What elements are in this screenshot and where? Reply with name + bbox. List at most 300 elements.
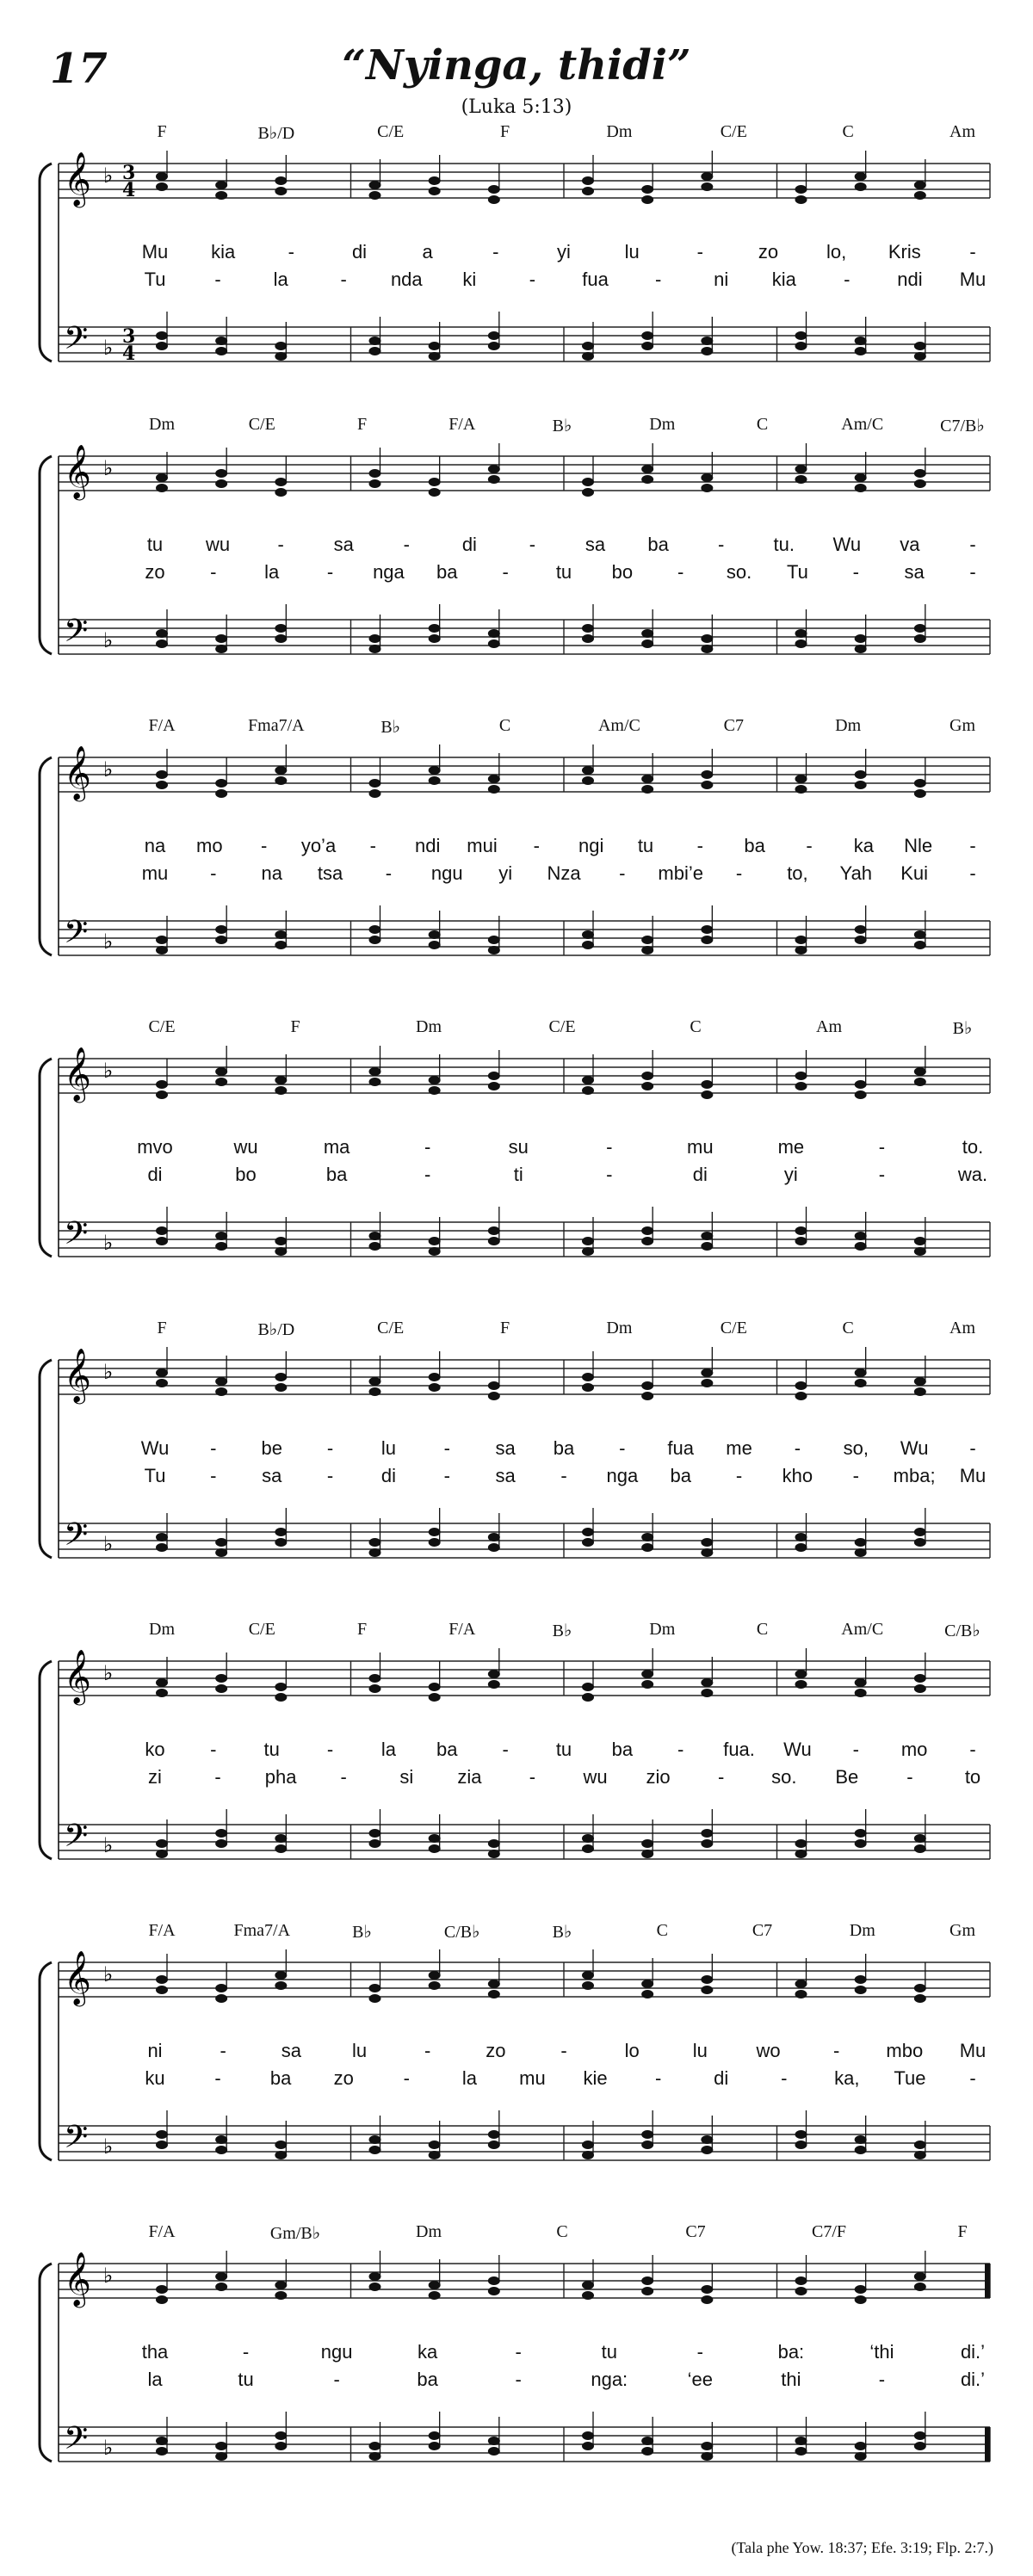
note-head xyxy=(488,1990,500,1998)
treble-clef-icon: 𝄞 xyxy=(64,1047,91,1101)
note-head xyxy=(641,1533,653,1541)
note-head xyxy=(215,1829,227,1838)
note-head xyxy=(215,2452,227,2461)
lyric-syllable: ba: xyxy=(777,2341,805,2363)
note-head xyxy=(369,337,381,345)
note-head xyxy=(429,1076,441,1084)
note-head xyxy=(215,1078,227,1086)
bass-clef-icon: 𝄢 xyxy=(64,914,89,958)
lyric-syllable: ku xyxy=(145,2067,165,2089)
lyric-syllable: me xyxy=(726,1437,752,1459)
note-head xyxy=(582,2140,594,2149)
note-head xyxy=(855,1689,867,1697)
note-head xyxy=(701,337,713,345)
music-system xyxy=(0,1016,1033,1300)
chord-symbol: C/E xyxy=(720,122,747,141)
lyric-syllable: Tu xyxy=(144,1465,166,1486)
note-head xyxy=(795,1392,807,1400)
note-head xyxy=(914,479,926,488)
lyric-syllable: mba; xyxy=(893,1465,936,1486)
note-head xyxy=(369,181,381,189)
note-head xyxy=(582,1538,594,1547)
chord-symbol: Dm xyxy=(849,1921,875,1940)
note-head xyxy=(369,2442,381,2450)
note-head xyxy=(275,187,287,195)
lyric-syllable: - xyxy=(619,1437,626,1459)
lyric-syllable: - xyxy=(696,2341,703,2363)
note-head xyxy=(701,1538,713,1547)
lyric-syllable: - xyxy=(606,1164,613,1185)
lyric-syllable: - xyxy=(718,534,725,555)
lyric-syllable: Tu xyxy=(144,269,166,290)
note-head xyxy=(215,2272,227,2281)
note-head xyxy=(795,2130,807,2139)
lyric-syllable: si xyxy=(399,1766,414,1788)
lyric-syllable: - xyxy=(424,2040,431,2061)
chord-symbol: C xyxy=(690,1017,702,1036)
note-head xyxy=(275,1076,287,1084)
lyric-syllable: wo xyxy=(756,2040,781,2061)
system-brace xyxy=(40,1360,52,1558)
flat-key-signature-icon: ♭ xyxy=(103,1962,114,1986)
note-head xyxy=(795,775,807,783)
lyric-syllable: lu xyxy=(692,2040,708,2061)
lyric-syllable: di xyxy=(692,1164,708,1185)
note-head xyxy=(215,2146,227,2154)
lyric-syllable: Nle xyxy=(904,835,933,856)
lyric-syllable: mbi’e xyxy=(658,862,703,884)
lyric-syllable: - xyxy=(735,1465,743,1486)
note-head xyxy=(369,1684,381,1693)
chord-symbol: Dm xyxy=(606,1319,633,1337)
note-head xyxy=(429,1693,441,1702)
note-head xyxy=(369,1829,381,1838)
note-head xyxy=(701,1829,713,1838)
lyric-syllable: sa xyxy=(495,1465,516,1486)
bass-clef-icon: 𝄢 xyxy=(64,1517,89,1560)
note-head xyxy=(215,191,227,200)
note-head xyxy=(582,1971,594,1980)
note-head xyxy=(275,352,287,361)
note-head xyxy=(914,1387,926,1396)
lyric-syllable: - xyxy=(677,561,684,583)
lyric-syllable: mo xyxy=(900,1739,928,1760)
flat-key-signature-icon: ♭ xyxy=(103,2436,114,2460)
note-head xyxy=(488,465,500,473)
chord-symbol: F/A xyxy=(448,1620,476,1639)
note-head xyxy=(582,1693,594,1702)
note-head xyxy=(855,1242,867,1251)
note-head xyxy=(795,342,807,350)
note-head xyxy=(582,342,594,350)
note-head xyxy=(369,1538,381,1547)
note-head xyxy=(156,1975,168,1984)
lyric-syllable: ba xyxy=(436,561,458,583)
note-head xyxy=(488,1850,500,1858)
note-head xyxy=(369,645,381,653)
lyric-syllable: zi xyxy=(148,1766,162,1788)
treble-clef-icon: 𝄞 xyxy=(64,2252,91,2306)
note-head xyxy=(855,770,867,779)
note-head xyxy=(701,347,713,355)
note-head xyxy=(914,1528,926,1536)
lyric-syllable: ba xyxy=(269,2067,292,2089)
note-head xyxy=(855,1548,867,1557)
note-head xyxy=(795,629,807,638)
treble-staff xyxy=(59,1661,990,1696)
lyric-syllable: zio xyxy=(646,1766,671,1788)
chord-symbol: Dm xyxy=(416,2222,442,2241)
note-head xyxy=(582,352,594,361)
lyric-syllable: Mu xyxy=(959,2040,987,2061)
lyric-syllable: me xyxy=(777,1136,805,1158)
lyric-syllable: bo xyxy=(235,1164,257,1185)
note-head xyxy=(641,2287,653,2295)
lyric-syllable: pha xyxy=(264,1766,297,1788)
note-head xyxy=(701,1689,713,1697)
note-head xyxy=(701,645,713,653)
note-head xyxy=(275,766,287,775)
lyric-syllable: lo, xyxy=(826,241,847,263)
lyric-syllable: - xyxy=(781,2067,788,2089)
chord-symbol: C xyxy=(556,2222,568,2241)
lyric-syllable: Tue xyxy=(894,2067,926,2089)
chord-symbol: C/E xyxy=(377,1319,405,1337)
lyric-syllable: Yah xyxy=(839,862,873,884)
note-head xyxy=(641,936,653,944)
lyric-syllable: bo xyxy=(611,561,634,583)
note-head xyxy=(156,473,168,482)
note-head xyxy=(582,1076,594,1084)
lyric-syllable: so, xyxy=(843,1437,869,1459)
lyric-syllable: fua. xyxy=(723,1739,755,1760)
note-head xyxy=(701,2452,713,2461)
treble-staff xyxy=(59,1059,990,1093)
note-head xyxy=(488,629,500,638)
lyric-syllable: - xyxy=(214,2067,221,2089)
lyric-syllable: - xyxy=(214,1766,221,1788)
note-head xyxy=(582,634,594,643)
lyric-syllable: lu xyxy=(380,1437,396,1459)
note-head xyxy=(855,2295,867,2304)
lyric-syllable: - xyxy=(424,1136,431,1158)
note-head xyxy=(156,1678,168,1687)
note-head xyxy=(215,779,227,788)
bass-staff xyxy=(59,2126,990,2160)
flat-key-signature-icon: ♭ xyxy=(103,1059,114,1083)
chord-symbol: Gm/B♭ xyxy=(269,2224,321,2243)
lyric-syllable: - xyxy=(654,2067,662,2089)
lyric-syllable: tu xyxy=(555,1739,572,1760)
lyric-syllable: sa xyxy=(281,2040,301,2061)
note-head xyxy=(701,1090,713,1099)
chord-symbol: C/E xyxy=(548,1017,576,1036)
chord-symbol: C/E xyxy=(148,1017,176,1036)
note-head xyxy=(429,624,441,633)
note-head xyxy=(795,465,807,473)
note-head xyxy=(275,1693,287,1702)
note-head xyxy=(855,1975,867,1984)
note-head xyxy=(369,634,381,643)
note-head xyxy=(914,2272,926,2281)
note-head xyxy=(701,1368,713,1377)
note-head xyxy=(855,781,867,789)
note-head xyxy=(429,1086,441,1095)
note-head xyxy=(701,1548,713,1557)
note-head xyxy=(488,936,500,944)
note-head xyxy=(488,1980,500,1988)
note-head xyxy=(429,2140,441,2149)
note-head xyxy=(582,176,594,185)
treble-clef-icon: 𝄞 xyxy=(64,151,91,206)
note-head xyxy=(641,2130,653,2139)
note-head xyxy=(488,1670,500,1678)
lyric-syllable: wu xyxy=(233,1136,258,1158)
music-system xyxy=(0,120,1033,405)
note-head xyxy=(795,1670,807,1678)
note-head xyxy=(215,1242,227,1251)
lyric-syllable: yi xyxy=(557,241,571,263)
note-head xyxy=(369,1067,381,1076)
note-head xyxy=(855,1678,867,1687)
note-head xyxy=(215,1538,227,1547)
note-head xyxy=(488,331,500,340)
note-head xyxy=(488,1072,500,1080)
lyric-syllable: ‘ee xyxy=(687,2369,714,2390)
note-head xyxy=(641,1670,653,1678)
lyric-syllable: thi xyxy=(781,2369,801,2390)
note-head xyxy=(369,1377,381,1386)
note-head xyxy=(369,779,381,788)
note-head xyxy=(641,185,653,194)
lyric-syllable: ba xyxy=(553,1437,575,1459)
bass-staff xyxy=(59,327,990,361)
note-head xyxy=(582,187,594,195)
note-head xyxy=(156,2130,168,2139)
note-head xyxy=(795,195,807,204)
note-head xyxy=(488,2276,500,2285)
note-head xyxy=(855,2442,867,2450)
flat-key-signature-icon: ♭ xyxy=(103,2134,114,2159)
note-head xyxy=(641,1850,653,1858)
lyric-syllable: - xyxy=(560,2040,567,2061)
flat-key-signature-icon: ♭ xyxy=(103,757,114,781)
note-head xyxy=(914,191,926,200)
chord-symbol: Dm xyxy=(835,716,862,735)
lyric-syllable: ba xyxy=(670,1465,691,1486)
note-head xyxy=(429,941,441,949)
lyric-syllable: - xyxy=(832,2040,840,2061)
chord-symbol: F xyxy=(957,2222,968,2241)
note-head xyxy=(701,1839,713,1848)
note-head xyxy=(795,1226,807,1235)
note-head xyxy=(429,1538,441,1547)
note-head xyxy=(369,2272,381,2281)
note-head xyxy=(701,484,713,492)
lyric-syllable: - xyxy=(220,2040,226,2061)
chord-symbol: C xyxy=(498,716,511,735)
note-head xyxy=(156,1543,168,1552)
lyric-syllable: kia xyxy=(771,269,796,290)
note-head xyxy=(701,2442,713,2450)
note-head xyxy=(429,1237,441,1245)
lyric-syllable: Kui xyxy=(900,862,929,884)
note-head xyxy=(156,1090,168,1099)
note-head xyxy=(855,172,867,181)
chord-symbol: Gm xyxy=(949,716,975,735)
chord-symbol: F xyxy=(157,122,167,141)
lyric-syllable: ‘thi xyxy=(869,2341,894,2363)
music-system xyxy=(0,714,1033,998)
note-head xyxy=(641,775,653,783)
note-head xyxy=(215,479,227,488)
note-head xyxy=(429,1247,441,1256)
chord-symbol: Dm xyxy=(606,122,633,141)
chord-symbol: C/E xyxy=(248,415,275,434)
lyric-syllable: - xyxy=(515,2369,522,2390)
chord-symbol: C xyxy=(756,1620,769,1639)
lyric-syllable: ni xyxy=(714,269,729,290)
note-head xyxy=(914,1067,926,1076)
lyric-syllable: - xyxy=(288,241,294,263)
note-head xyxy=(914,1078,926,1086)
chord-symbol: Am/C xyxy=(841,1620,884,1639)
lyric-syllable: Tu xyxy=(786,561,808,583)
note-head xyxy=(641,1237,653,1245)
lyric-syllable: - xyxy=(969,835,976,856)
note-head xyxy=(701,1975,713,1984)
note-head xyxy=(914,2140,926,2149)
treble-staff xyxy=(59,1962,990,1997)
lyric-syllable: di xyxy=(461,534,477,555)
lyric-syllable: - xyxy=(333,2369,340,2390)
note-head xyxy=(429,342,441,350)
note-head xyxy=(914,2151,926,2159)
note-head xyxy=(641,342,653,350)
bass-staff xyxy=(59,1523,990,1558)
lyric-syllable: tu xyxy=(146,534,164,555)
chord-symbol: F xyxy=(500,122,510,141)
note-head xyxy=(641,2447,653,2456)
lyric-syllable: kie xyxy=(583,2067,608,2089)
note-head xyxy=(855,936,867,944)
hymn-number: 17 xyxy=(50,45,108,93)
note-head xyxy=(156,2285,168,2294)
note-head xyxy=(429,1528,441,1536)
note-head xyxy=(582,1683,594,1691)
chord-symbol: Am xyxy=(949,122,975,141)
lyric-syllable: - xyxy=(533,835,540,856)
note-head xyxy=(488,2447,500,2456)
lyric-syllable: - xyxy=(619,862,626,884)
note-head xyxy=(215,1984,227,1992)
note-head xyxy=(369,936,381,944)
note-head xyxy=(641,1839,653,1848)
lyric-syllable: wu xyxy=(206,534,231,555)
lyric-syllable: la xyxy=(264,561,280,583)
note-head xyxy=(488,946,500,954)
lyric-syllable: ba xyxy=(611,1739,634,1760)
chord-symbol: C/E xyxy=(248,1620,275,1639)
note-head xyxy=(914,1377,926,1386)
note-head xyxy=(795,1237,807,1245)
chord-symbol: C xyxy=(656,1921,668,1940)
bass-staff xyxy=(59,620,990,654)
note-head xyxy=(855,347,867,355)
note-head xyxy=(429,2431,441,2440)
note-head xyxy=(275,1834,287,1843)
lyric-syllable: Wu xyxy=(900,1437,929,1459)
note-head xyxy=(156,1237,168,1245)
chord-symbol: Am xyxy=(949,1319,975,1337)
note-head xyxy=(914,2283,926,2291)
note-head xyxy=(369,2146,381,2154)
lyric-syllable: - xyxy=(502,1739,509,1760)
lyric-syllable: - xyxy=(242,2341,250,2363)
note-head xyxy=(582,1373,594,1381)
chord-symbol: F xyxy=(157,1319,167,1337)
note-head xyxy=(914,779,926,788)
note-head xyxy=(429,1844,441,1853)
note-head xyxy=(582,1981,594,1990)
chord-symbol: B♭/D xyxy=(257,124,295,143)
note-head xyxy=(275,930,287,939)
lyric-syllable: - xyxy=(969,862,976,884)
lyric-syllable: nga xyxy=(373,561,405,583)
note-head xyxy=(795,2140,807,2149)
treble-staff xyxy=(59,456,990,491)
chord-symbol: Am/C xyxy=(841,415,884,434)
note-head xyxy=(156,1689,168,1697)
final-barline xyxy=(985,2264,990,2298)
treble-clef-icon: 𝄞 xyxy=(64,1649,91,1703)
note-head xyxy=(215,2442,227,2450)
note-head xyxy=(641,331,653,340)
note-head xyxy=(215,2135,227,2144)
lyric-syllable: di.’ xyxy=(960,2369,986,2390)
note-head xyxy=(215,1387,227,1396)
note-head xyxy=(795,1381,807,1390)
note-head xyxy=(275,2291,287,2300)
chord-symbol: C/E xyxy=(377,122,405,141)
chord-symbol: Dm xyxy=(149,415,175,434)
note-head xyxy=(701,2135,713,2144)
note-head xyxy=(701,1232,713,1240)
lyric-syllable: di xyxy=(714,2067,729,2089)
lyric-syllable: zo xyxy=(486,2040,506,2061)
note-head xyxy=(641,465,653,473)
lyric-syllable: sa xyxy=(333,534,354,555)
lyric-syllable: a xyxy=(422,241,433,263)
note-head xyxy=(488,775,500,783)
chord-symbol: F/A xyxy=(148,1921,176,1940)
treble-clef-icon: 𝄞 xyxy=(64,444,91,498)
note-head xyxy=(914,2442,926,2450)
note-head xyxy=(275,2151,287,2159)
bass-staff xyxy=(59,1222,990,1257)
note-head xyxy=(275,1237,287,1245)
lyric-syllable: - xyxy=(969,1437,976,1459)
lyric-syllable: wa. xyxy=(957,1164,988,1185)
lyric-syllable: ni xyxy=(147,2040,163,2061)
time-signature: 3 xyxy=(122,162,136,184)
note-head xyxy=(855,2452,867,2461)
note-head xyxy=(429,1834,441,1843)
lyric-syllable: - xyxy=(210,1465,217,1486)
lyric-syllable: tha xyxy=(141,2341,169,2363)
lyric-syllable: zia xyxy=(457,1766,482,1788)
lyric-syllable: Kris xyxy=(888,241,921,263)
